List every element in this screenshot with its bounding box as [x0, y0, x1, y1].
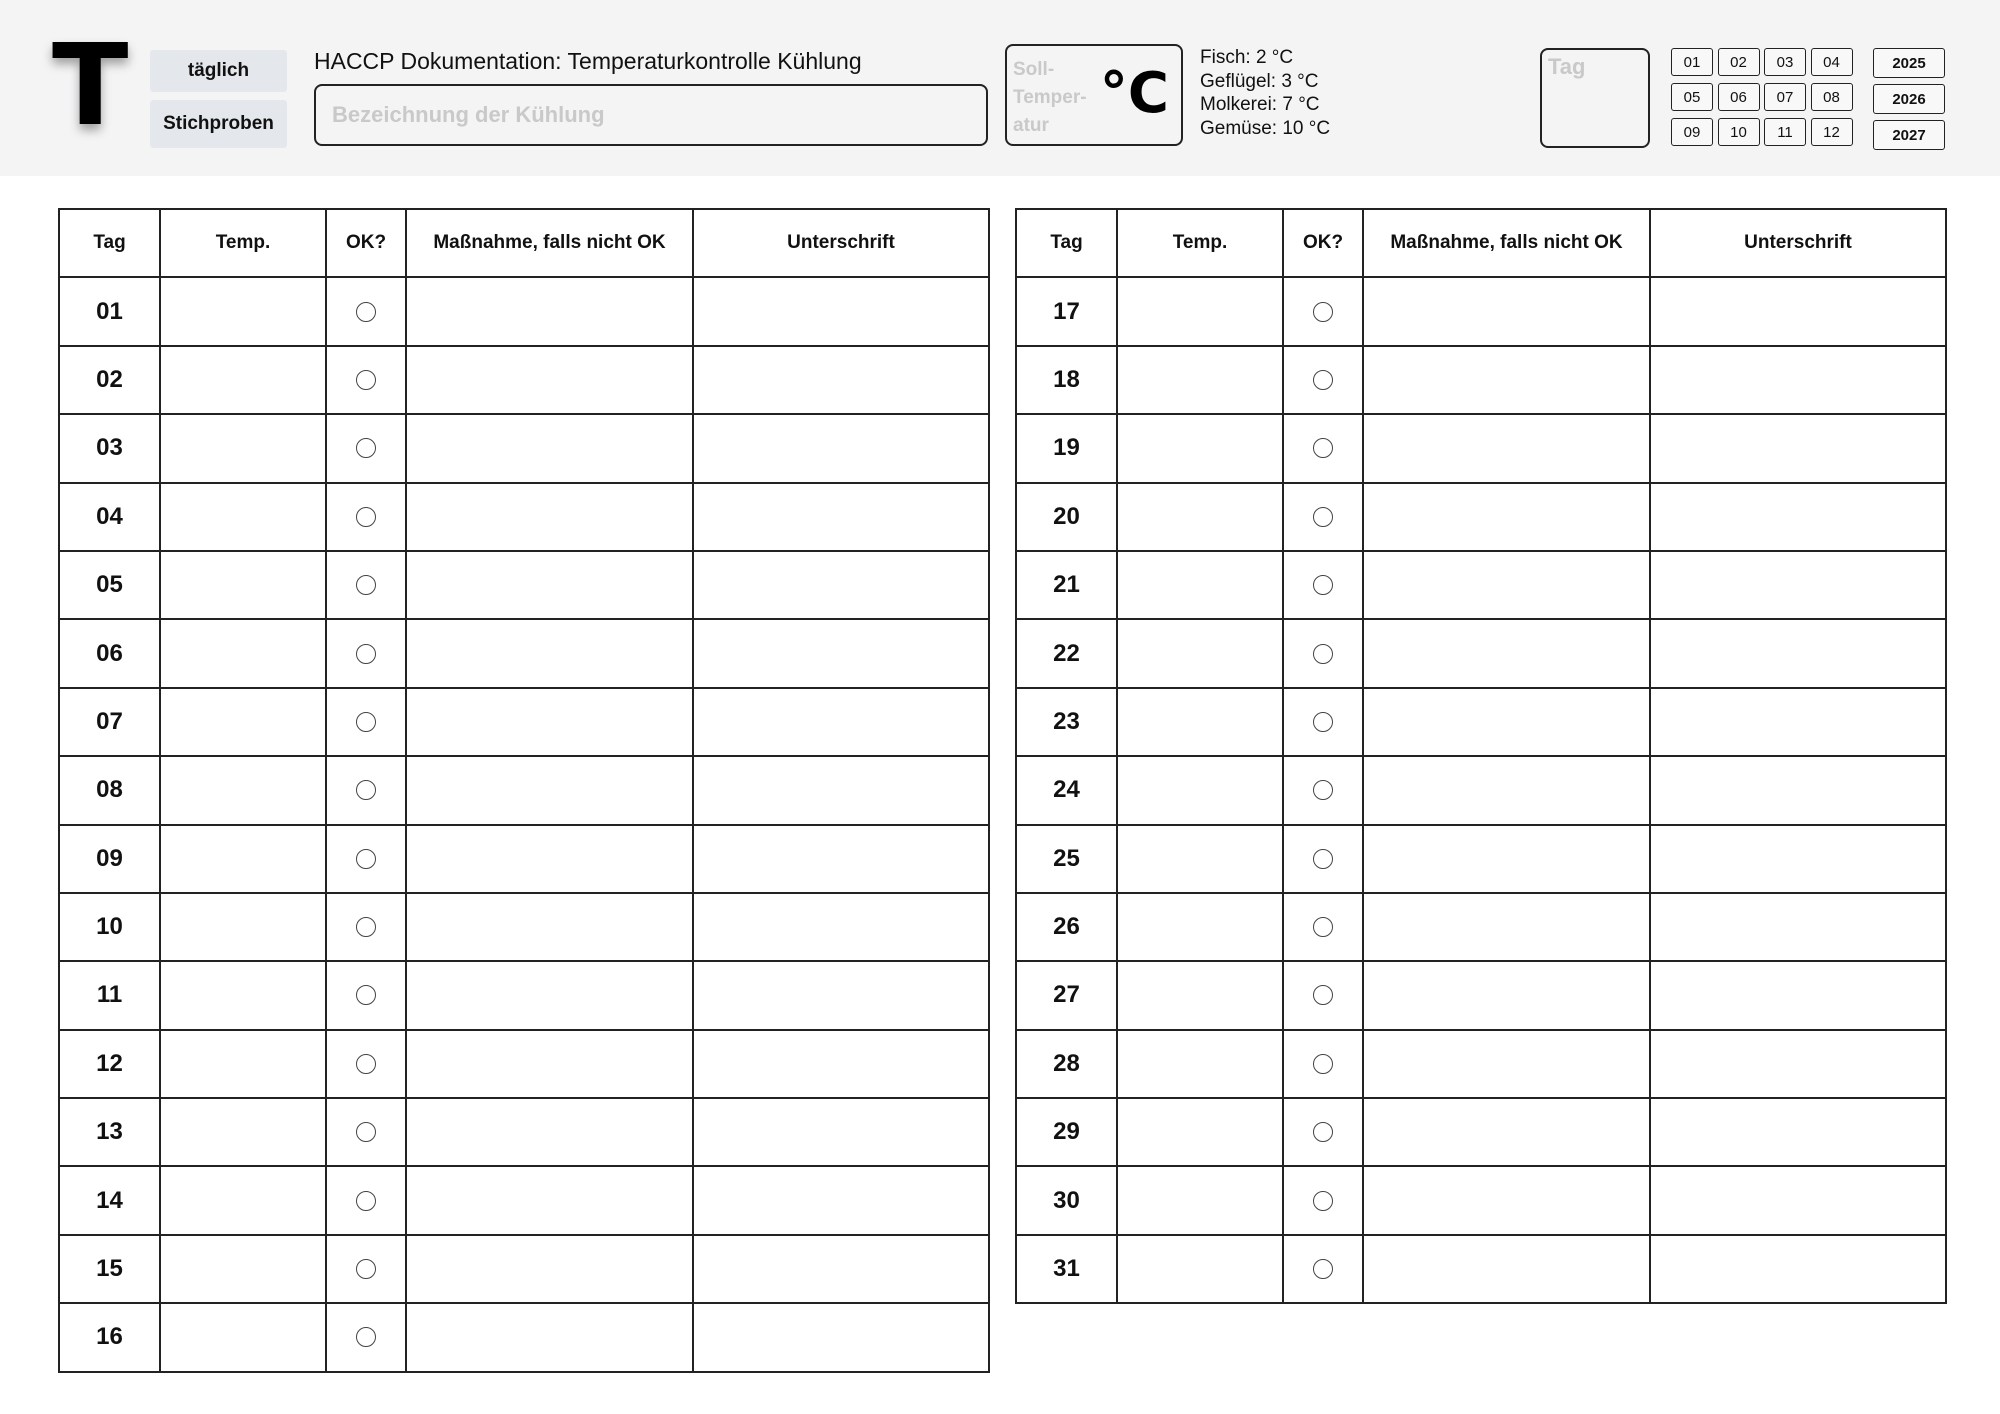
day-number: 22 [1016, 619, 1117, 687]
table-row [1016, 483, 1946, 551]
day-number: 10 [59, 893, 160, 961]
ok-cell [1283, 756, 1363, 824]
table-row [1016, 1235, 1946, 1303]
action-cell[interactable] [1363, 893, 1650, 961]
day-number: 04 [59, 483, 160, 551]
ok-radio[interactable] [1313, 917, 1333, 937]
table-row [59, 1030, 989, 1098]
month-option[interactable]: 02 [1718, 48, 1760, 76]
table-row [59, 688, 989, 756]
action-cell[interactable] [406, 1098, 693, 1166]
col-header-day: Tag [1016, 209, 1117, 277]
signature-cell[interactable] [693, 688, 989, 756]
ok-radio[interactable] [1313, 575, 1333, 595]
table-row [1016, 277, 1946, 345]
action-cell[interactable] [1363, 961, 1650, 1029]
signature-cell[interactable] [693, 1030, 989, 1098]
action-cell[interactable] [1363, 277, 1650, 345]
signature-cell[interactable] [1650, 277, 1946, 345]
ok-cell [1283, 1098, 1363, 1166]
ok-radio[interactable] [1313, 1259, 1333, 1279]
col-header-action: Maßnahme, falls nicht OK [406, 209, 693, 277]
action-cell[interactable] [406, 825, 693, 893]
temperature-cell[interactable] [1117, 1235, 1283, 1303]
signature-cell[interactable] [1650, 551, 1946, 619]
ok-cell [1283, 414, 1363, 482]
ok-cell [326, 1098, 406, 1166]
col-header-day: Tag [59, 209, 160, 277]
ok-radio[interactable] [1313, 780, 1333, 800]
action-cell[interactable] [406, 551, 693, 619]
day-number: 06 [59, 619, 160, 687]
day-number: 23 [1016, 688, 1117, 756]
ok-radio[interactable] [356, 780, 376, 800]
action-cell[interactable] [1363, 551, 1650, 619]
log-table-right [1015, 208, 1947, 1304]
ok-radio[interactable] [356, 1327, 376, 1347]
table-row [59, 483, 989, 551]
signature-cell[interactable] [693, 961, 989, 1029]
action-cell[interactable] [1363, 346, 1650, 414]
ref-temp-fish: Fisch: 2 °C [1200, 47, 1294, 68]
signature-cell[interactable] [1650, 756, 1946, 824]
day-number: 09 [59, 825, 160, 893]
col-header-signature: Unterschrift [693, 209, 989, 277]
ok-radio[interactable] [356, 849, 376, 869]
month-option[interactable]: 09 [1671, 118, 1713, 146]
day-number: 30 [1016, 1166, 1117, 1234]
temperature-cell[interactable] [1117, 1030, 1283, 1098]
temperature-cell[interactable] [1117, 756, 1283, 824]
signature-cell[interactable] [1650, 619, 1946, 687]
signature-cell[interactable] [1650, 893, 1946, 961]
temperature-cell[interactable] [1117, 551, 1283, 619]
signature-cell[interactable] [693, 756, 989, 824]
signature-cell[interactable] [693, 1166, 989, 1234]
ok-cell [326, 893, 406, 961]
day-number: 08 [59, 756, 160, 824]
action-cell[interactable] [406, 346, 693, 414]
day-number: 14 [59, 1166, 160, 1234]
table-row [1016, 688, 1946, 756]
table-row [59, 825, 989, 893]
month-option[interactable]: 12 [1811, 118, 1853, 146]
form-letter-logo: T [52, 21, 129, 151]
temperature-cell[interactable] [1117, 483, 1283, 551]
day-number: 11 [59, 961, 160, 1029]
ok-cell [326, 1030, 406, 1098]
action-cell[interactable] [1363, 414, 1650, 482]
celsius-unit: °C [1099, 61, 1169, 126]
temperature-cell[interactable] [160, 961, 326, 1029]
day-number: 27 [1016, 961, 1117, 1029]
action-cell[interactable] [406, 1166, 693, 1234]
temperature-cell[interactable] [1117, 893, 1283, 961]
day-number: 24 [1016, 756, 1117, 824]
signature-cell[interactable] [1650, 1098, 1946, 1166]
signature-cell[interactable] [1650, 1030, 1946, 1098]
signature-cell[interactable] [1650, 346, 1946, 414]
signature-cell[interactable] [693, 1235, 989, 1303]
temperature-cell[interactable] [160, 551, 326, 619]
log-table-left [58, 208, 990, 1373]
ok-radio[interactable] [356, 644, 376, 664]
signature-cell[interactable] [693, 483, 989, 551]
day-number: 29 [1016, 1098, 1117, 1166]
action-cell[interactable] [406, 893, 693, 961]
ref-temp-poultry: Geflügel: 3 °C [1200, 70, 1319, 92]
temperature-cell[interactable] [1117, 346, 1283, 414]
day-field[interactable]: Tag [1540, 48, 1650, 148]
ok-cell [1283, 619, 1363, 687]
temperature-cell[interactable] [160, 346, 326, 414]
signature-cell[interactable] [1650, 825, 1946, 893]
signature-cell[interactable] [693, 1303, 989, 1371]
action-cell[interactable] [406, 414, 693, 482]
signature-cell[interactable] [693, 1098, 989, 1166]
temperature-cell[interactable] [160, 756, 326, 824]
month-option[interactable]: 04 [1811, 48, 1853, 76]
temperature-cell[interactable] [1117, 277, 1283, 345]
temperature-cell[interactable] [160, 277, 326, 345]
document-title: HACCP Dokumentation: Temperaturkontrolle Kühlung [314, 48, 862, 74]
action-cell[interactable] [406, 619, 693, 687]
month-option[interactable]: 10 [1718, 118, 1760, 146]
table-row [59, 756, 989, 824]
signature-cell[interactable] [693, 414, 989, 482]
col-header-temp: Temp. [160, 209, 326, 277]
temperature-cell[interactable] [160, 1303, 326, 1371]
table-row [1016, 893, 1946, 961]
day-number: 17 [1016, 277, 1117, 345]
ok-cell [1283, 1166, 1363, 1234]
col-header-temp: Temp. [1117, 209, 1283, 277]
month-option[interactable]: 08 [1811, 83, 1853, 111]
month-option[interactable]: 07 [1764, 83, 1806, 111]
temperature-cell[interactable] [1117, 961, 1283, 1029]
day-number: 05 [59, 551, 160, 619]
action-cell[interactable] [406, 961, 693, 1029]
temperature-cell[interactable] [160, 483, 326, 551]
signature-cell[interactable] [693, 551, 989, 619]
day-number: 18 [1016, 346, 1117, 414]
ok-cell [326, 1166, 406, 1234]
temperature-cell[interactable] [160, 1235, 326, 1303]
ok-cell [1283, 1235, 1363, 1303]
ok-radio[interactable] [356, 438, 376, 458]
action-cell[interactable] [1363, 1098, 1650, 1166]
temperature-cell[interactable] [160, 1166, 326, 1234]
cooler-name-field[interactable]: Bezeichnung der Kühlung [314, 84, 988, 146]
signature-cell[interactable] [1650, 688, 1946, 756]
ok-radio[interactable] [356, 302, 376, 322]
ok-cell [326, 346, 406, 414]
table-row [59, 1235, 989, 1303]
ok-cell [1283, 483, 1363, 551]
ok-cell [1283, 346, 1363, 414]
month-option[interactable]: 11 [1764, 118, 1806, 146]
table-row [59, 893, 989, 961]
signature-cell[interactable] [693, 277, 989, 345]
action-cell[interactable] [406, 1303, 693, 1371]
temperature-cell[interactable] [1117, 825, 1283, 893]
signature-cell[interactable] [693, 825, 989, 893]
table-row [59, 1303, 989, 1371]
month-option[interactable]: 01 [1671, 48, 1713, 76]
temperature-cell[interactable] [160, 1098, 326, 1166]
day-number: 16 [59, 1303, 160, 1371]
day-number: 15 [59, 1235, 160, 1303]
table-row [59, 277, 989, 345]
year-option[interactable]: 2025 [1873, 48, 1945, 78]
action-cell[interactable] [406, 277, 693, 345]
temperature-cell[interactable] [160, 619, 326, 687]
day-number: 31 [1016, 1235, 1117, 1303]
action-cell[interactable] [406, 688, 693, 756]
ref-temp-vegetables: Gemüse: 10 °C [1200, 117, 1331, 139]
action-cell[interactable] [406, 1030, 693, 1098]
ok-cell [1283, 551, 1363, 619]
ok-cell [1283, 1030, 1363, 1098]
day-number: 28 [1016, 1030, 1117, 1098]
target-temperature-label: Soll- Temper- atur [1013, 59, 1087, 136]
temperature-cell[interactable] [1117, 688, 1283, 756]
table-row [1016, 551, 1946, 619]
frequency-daily-option[interactable]: täglich [150, 50, 287, 92]
ok-cell [1283, 825, 1363, 893]
day-number: 19 [1016, 414, 1117, 482]
table-row [59, 551, 989, 619]
ok-cell [326, 688, 406, 756]
ok-radio[interactable] [1313, 507, 1333, 527]
ok-radio[interactable] [356, 1122, 376, 1142]
ok-cell [1283, 277, 1363, 345]
ok-radio[interactable] [1313, 370, 1333, 390]
signature-cell[interactable] [1650, 414, 1946, 482]
year-selector [1873, 48, 1945, 150]
signature-cell[interactable] [693, 346, 989, 414]
ok-cell [326, 483, 406, 551]
action-cell[interactable] [1363, 619, 1650, 687]
col-header-ok: OK? [1283, 209, 1363, 277]
temperature-cell[interactable] [1117, 1098, 1283, 1166]
action-cell[interactable] [1363, 1030, 1650, 1098]
ok-radio[interactable] [356, 507, 376, 527]
signature-cell[interactable] [1650, 1235, 1946, 1303]
action-cell[interactable] [1363, 1166, 1650, 1234]
ok-radio[interactable] [356, 1054, 376, 1074]
table-row [59, 414, 989, 482]
ok-radio[interactable] [1313, 438, 1333, 458]
day-number: 21 [1016, 551, 1117, 619]
temperature-cell[interactable] [1117, 1166, 1283, 1234]
temperature-cell[interactable] [160, 688, 326, 756]
month-selector [1671, 48, 1853, 146]
table-row [1016, 1166, 1946, 1234]
ok-cell [326, 277, 406, 345]
signature-cell[interactable] [1650, 483, 1946, 551]
action-cell[interactable] [406, 1235, 693, 1303]
month-option[interactable]: 06 [1718, 83, 1760, 111]
ok-cell [326, 825, 406, 893]
col-header-ok: OK? [326, 209, 406, 277]
signature-cell[interactable] [693, 893, 989, 961]
day-number: 02 [59, 346, 160, 414]
signature-cell[interactable] [693, 619, 989, 687]
form-header [0, 0, 2000, 176]
table-row [1016, 346, 1946, 414]
day-number: 25 [1016, 825, 1117, 893]
ok-radio[interactable] [1313, 849, 1333, 869]
table-row [59, 1098, 989, 1166]
day-number: 07 [59, 688, 160, 756]
month-option[interactable]: 05 [1671, 83, 1713, 111]
signature-cell[interactable] [1650, 1166, 1946, 1234]
table-header-row [1016, 209, 1946, 277]
temperature-cell[interactable] [1117, 414, 1283, 482]
target-temperature-field[interactable] [1005, 44, 1183, 146]
table-row [1016, 1098, 1946, 1166]
table-row [1016, 961, 1946, 1029]
ok-cell [1283, 961, 1363, 1029]
ok-radio[interactable] [356, 917, 376, 937]
action-cell[interactable] [406, 483, 693, 551]
ok-cell [326, 551, 406, 619]
ok-cell [326, 414, 406, 482]
year-option[interactable]: 2026 [1873, 84, 1945, 114]
table-row [1016, 414, 1946, 482]
ok-radio[interactable] [356, 712, 376, 732]
ok-cell [326, 756, 406, 824]
action-cell[interactable] [1363, 756, 1650, 824]
day-number: 12 [59, 1030, 160, 1098]
day-number: 03 [59, 414, 160, 482]
year-option[interactable]: 2027 [1873, 120, 1945, 150]
ok-radio[interactable] [1313, 1054, 1333, 1074]
ok-radio[interactable] [1313, 302, 1333, 322]
ref-temp-dairy: Molkerei: 7 °C [1200, 94, 1320, 115]
temperature-cell[interactable] [1117, 619, 1283, 687]
ok-cell [326, 1235, 406, 1303]
table-row [59, 619, 989, 687]
action-cell[interactable] [1363, 688, 1650, 756]
table-row [59, 1166, 989, 1234]
day-number: 01 [59, 277, 160, 345]
ok-radio[interactable] [1313, 985, 1333, 1005]
table-row [1016, 619, 1946, 687]
action-cell[interactable] [406, 756, 693, 824]
table-row [1016, 825, 1946, 893]
table-row [1016, 756, 1946, 824]
ok-radio[interactable] [356, 1191, 376, 1211]
ok-radio[interactable] [1313, 644, 1333, 664]
table-row [59, 961, 989, 1029]
temperature-cell[interactable] [160, 893, 326, 961]
ok-radio[interactable] [356, 575, 376, 595]
ok-radio[interactable] [356, 370, 376, 390]
action-cell[interactable] [1363, 825, 1650, 893]
col-header-action: Maßnahme, falls nicht OK [1363, 209, 1650, 277]
ok-radio[interactable] [356, 1259, 376, 1279]
month-option[interactable]: 03 [1764, 48, 1806, 76]
ok-radio[interactable] [1313, 1191, 1333, 1211]
temperature-cell[interactable] [160, 1030, 326, 1098]
ok-cell [326, 961, 406, 1029]
action-cell[interactable] [1363, 483, 1650, 551]
ok-cell [1283, 688, 1363, 756]
reference-temperatures [1200, 46, 1330, 140]
signature-cell[interactable] [1650, 961, 1946, 1029]
ok-radio[interactable] [1313, 1122, 1333, 1142]
temperature-cell[interactable] [160, 414, 326, 482]
ok-radio[interactable] [356, 985, 376, 1005]
day-number: 26 [1016, 893, 1117, 961]
action-cell[interactable] [1363, 1235, 1650, 1303]
table-header-row [59, 209, 989, 277]
ok-cell [326, 1303, 406, 1371]
table-row [59, 346, 989, 414]
ok-cell [326, 619, 406, 687]
day-number: 20 [1016, 483, 1117, 551]
temperature-cell[interactable] [160, 825, 326, 893]
ok-radio[interactable] [1313, 712, 1333, 732]
table-row [1016, 1030, 1946, 1098]
day-number: 13 [59, 1098, 160, 1166]
frequency-sample-option[interactable]: Stichproben [150, 100, 287, 148]
col-header-signature: Unterschrift [1650, 209, 1946, 277]
ok-cell [1283, 893, 1363, 961]
